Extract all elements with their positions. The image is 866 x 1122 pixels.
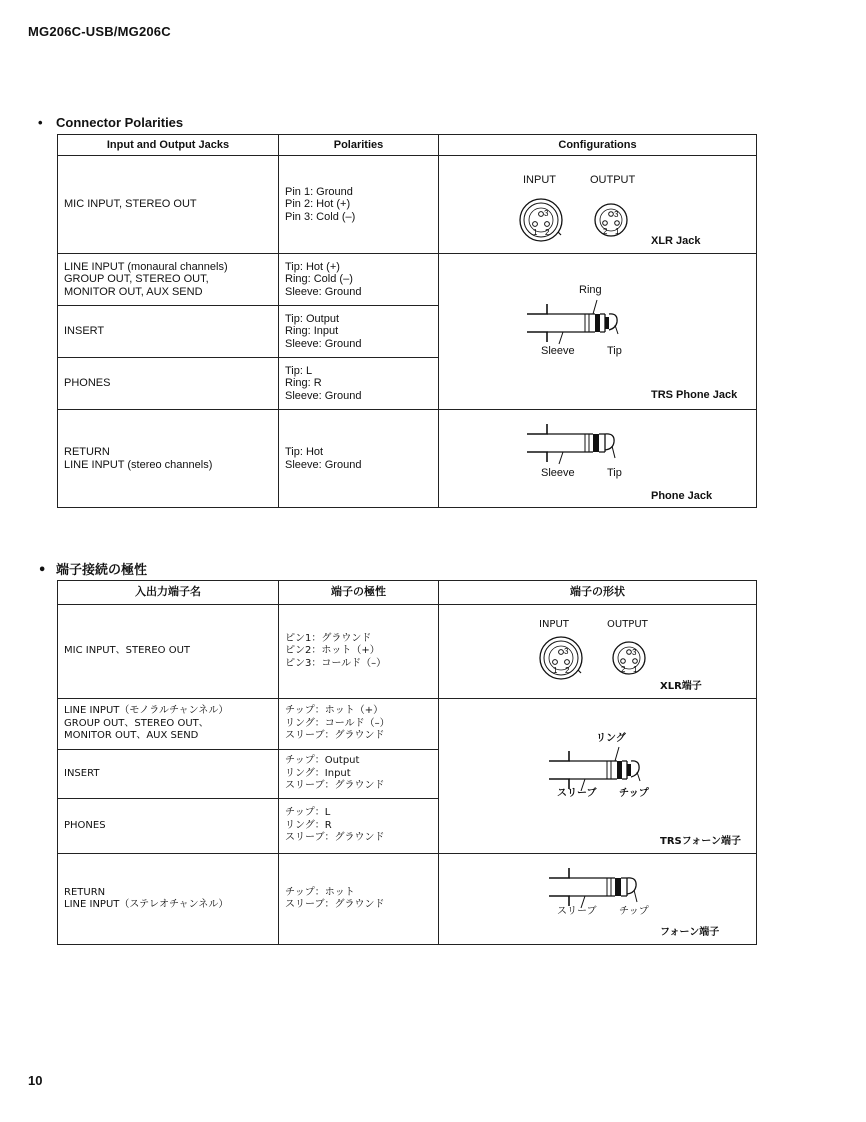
trs-config-cell (439, 699, 757, 854)
polarity-text: リング：コールド（–） (285, 717, 390, 729)
jack-text: GROUP OUT、STEREO OUT、 (64, 717, 209, 729)
jack-text: MONITOR OUT、AUX SEND (64, 730, 199, 742)
section-title-text: Connector Polarities (56, 115, 184, 130)
polarity-cell (279, 254, 439, 306)
polarity-text: スリーブ：グラウンド (285, 780, 385, 792)
trs-ring-label: リング (596, 733, 626, 744)
xlr-input-label: INPUT (539, 619, 569, 630)
polarity-text: チップ：L (285, 807, 331, 819)
polarity-cell (279, 306, 439, 358)
jack-cell (58, 410, 279, 508)
trs-config-cell (439, 254, 757, 410)
xlr-male-icon (593, 203, 633, 241)
header-configurations: Configurations (439, 135, 757, 156)
jack-cell (58, 358, 279, 410)
jack-text: MIC INPUT, STEREO OUT (64, 198, 197, 211)
pin-label: 3 (614, 210, 619, 219)
phone-sleeve-label: スリーブ (557, 906, 597, 917)
xlr-config-cell (439, 605, 757, 699)
jack-cell (58, 156, 279, 254)
polarity-text: Tip: L (285, 364, 313, 377)
pin-label: 3 (632, 648, 637, 657)
polarity-text: ピン2：ホット（+） (285, 645, 380, 657)
phone-caption: フォーン端子 (660, 927, 720, 938)
pin-label: 1 (533, 228, 538, 237)
xlr-output-label: OUTPUT (590, 174, 636, 186)
polarity-text: Sleeve: Ground (285, 458, 362, 471)
jack-text: RETURN (64, 886, 106, 898)
phone-tip-label: Tip (607, 467, 622, 479)
polarity-text: Ring: Input (285, 325, 339, 338)
jack-text: GROUP OUT, STEREO OUT, (64, 273, 209, 286)
polarity-cell (279, 156, 439, 254)
header-jacks: 入出力端子名 (58, 581, 279, 605)
pin-label: 2 (603, 227, 608, 236)
jack-text: RETURN (64, 446, 110, 458)
phone-config-cell (439, 410, 757, 508)
polarity-text: Ring: R (285, 377, 322, 390)
trs-tip-label: チップ (619, 788, 649, 799)
pin-label: 1 (553, 666, 558, 675)
polarity-text: リング：R (285, 819, 332, 831)
jack-text: PHONES (64, 377, 111, 390)
polarity-table-en (57, 134, 757, 508)
trs-sleeve-label: Sleeve (541, 345, 575, 357)
xlr-output-label: OUTPUT (607, 619, 648, 630)
header-configurations: 端子の形状 (439, 581, 757, 605)
polarity-text: スリーブ：グラウンド (285, 730, 385, 742)
jack-cell (58, 605, 279, 699)
header-polarities: 端子の極性 (279, 581, 439, 605)
table-row (58, 605, 757, 699)
section-title-text: 端子接続の極性 (56, 563, 148, 578)
jack-cell (58, 799, 279, 854)
polarity-text: Pin 1: Ground (285, 185, 353, 198)
jack-text: LINE INPUT（モノラルチャンネル） (64, 705, 229, 717)
jack-cell (58, 254, 279, 306)
bullet-icon: • (38, 115, 43, 130)
polarity-text: チップ：ホット (285, 886, 355, 898)
polarity-text: Ring: Cold (–) (285, 273, 353, 286)
table-row (58, 699, 757, 750)
polarity-cell (279, 750, 439, 799)
model-name: MG206C-USB/MG206C (28, 24, 171, 39)
polarity-table-jp (57, 580, 757, 945)
table-row (58, 156, 757, 254)
polarity-text: Tip: Output (285, 312, 340, 325)
jack-text: MONITOR OUT, AUX SEND (64, 285, 203, 298)
pin-label: 3 (564, 647, 569, 656)
pin-label: 3 (544, 209, 549, 218)
polarity-text: ピン3：コールド（–） (285, 657, 387, 669)
polarity-cell (279, 605, 439, 699)
section-title-en (38, 115, 183, 130)
polarity-text: スリーブ：グラウンド (285, 899, 385, 910)
jack-text: LINE INPUT (monaural channels) (64, 260, 228, 273)
jack-text: LINE INPUT (stereo channels) (64, 458, 213, 471)
trs-tip-label: Tip (607, 345, 622, 357)
table-row (58, 854, 757, 945)
table-row (58, 410, 757, 508)
section-title-jp (38, 559, 147, 578)
xlr-female-icon (517, 198, 569, 244)
table-header-row (58, 581, 757, 605)
polarity-text: Tip: Hot (+) (285, 260, 340, 273)
phone-tip-label: チップ (619, 906, 649, 917)
xlr-male-icon (611, 641, 651, 679)
phone-sleeve-label: Sleeve (541, 467, 575, 479)
xlr-input-label: INPUT (523, 174, 556, 186)
polarity-cell (279, 799, 439, 854)
jack-cell (58, 306, 279, 358)
table-header-row (58, 135, 757, 156)
jack-text: LINE INPUT（ステレオチャンネル） (64, 899, 229, 910)
pin-label: 1 (615, 227, 620, 236)
polarity-text: リング：Input (285, 767, 351, 779)
polarity-text: Pin 2: Hot (+) (285, 198, 351, 211)
polarity-text: スリーブ：グラウンド (285, 832, 385, 844)
trs-plug-icon (525, 300, 620, 350)
jack-text: MIC INPUT、STEREO OUT (64, 645, 191, 657)
header-polarities: Polarities (279, 135, 439, 156)
polarity-cell (279, 699, 439, 750)
polarity-text: Tip: Hot (285, 446, 324, 458)
polarity-text: Sleeve: Ground (285, 389, 362, 402)
polarity-cell (279, 410, 439, 508)
pin-label: 2 (565, 666, 570, 675)
bullet-icon: • (38, 563, 47, 578)
polarity-cell (279, 854, 439, 945)
jack-text: PHONES (64, 819, 106, 831)
trs-caption: TRSフォーン端子 (660, 836, 742, 847)
xlr-config-cell (439, 156, 757, 254)
jack-text: INSERT (64, 325, 105, 338)
trs-sleeve-label: スリーブ (557, 788, 597, 799)
xlr-female-icon (537, 636, 589, 682)
table-row (58, 254, 757, 306)
polarity-cell (279, 358, 439, 410)
polarity-text: チップ：Output (285, 755, 360, 767)
trs-ring-label: Ring (579, 284, 602, 296)
jack-cell (58, 854, 279, 945)
page-number: 10 (28, 1073, 43, 1088)
jack-cell (58, 750, 279, 799)
pin-label: 2 (545, 228, 550, 237)
polarity-text: Sleeve: Ground (285, 285, 362, 298)
xlr-caption: XLR端子 (660, 681, 702, 692)
pin-label: 2 (621, 665, 626, 674)
phone-caption: Phone Jack (651, 490, 713, 502)
jack-cell (58, 699, 279, 750)
xlr-caption: XLR Jack (651, 235, 701, 247)
header-jacks: Input and Output Jacks (58, 135, 279, 156)
polarity-text: Pin 3: Cold (–) (285, 210, 356, 223)
polarity-text: チップ：ホット（+） (285, 705, 384, 717)
jack-text: INSERT (64, 767, 100, 779)
polarity-text: ピン1：グラウンド (285, 632, 372, 644)
trs-caption: TRS Phone Jack (651, 389, 738, 401)
pin-label: 1 (633, 665, 638, 674)
phone-config-cell (439, 854, 757, 945)
polarity-text: Sleeve: Ground (285, 337, 362, 350)
